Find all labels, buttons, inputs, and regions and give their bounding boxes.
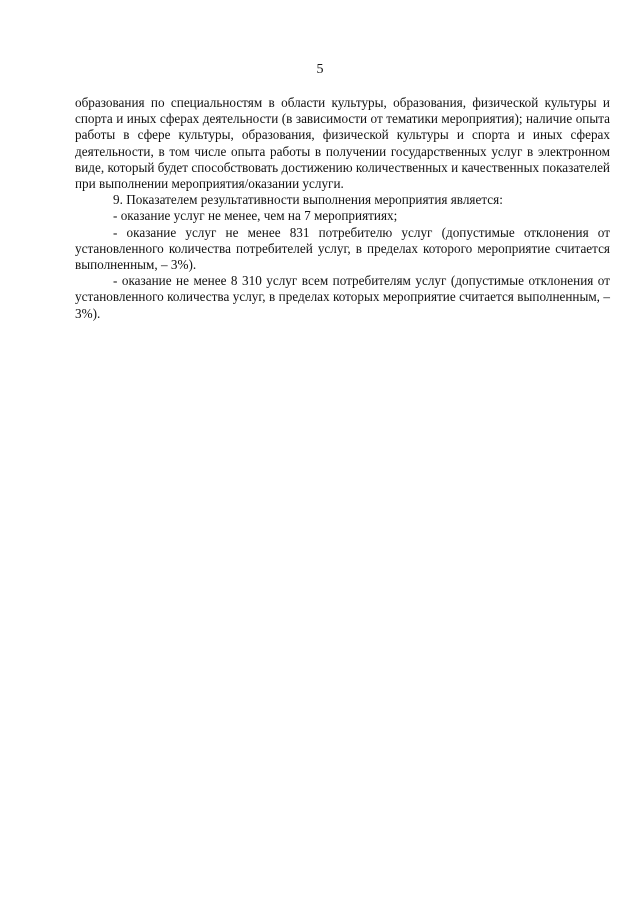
paragraph-indicator-services: - оказание не менее 8 310 услуг всем потребителям услуг (допустимые отклонения от установленного количества услуг, в пределах которых мероприятие считается выполненным, – 3%). [75,273,610,321]
page-number: 5 [316,62,324,77]
paragraph-indicator-events: - оказание услуг не менее, чем на 7 мероприятиях; [113,208,398,224]
document-body [75,95,610,322]
paragraph-performance-indicator-heading: 9. Показателем результативности выполнения мероприятия является: [113,192,503,208]
paragraph-indicator-consumers: - оказание услуг не менее 831 потребителю услуг (допустимые отклонения от установленного количества потребителей услуг, в пределах которого мероприятие считается выполненным, – 3%). [75,224,610,273]
paragraph-qualification-continuation: образования по специальностям в области культуры, образования, физической культуры и спорта и иных сферах деятельности (в зависимости от тематики мероприятия); наличие опыта работы в сфере культуры, образования, физической культуры и спорта и иных сферах деятельности, в том числе опыта работы в получении государственных услуг в электронном виде, который будет способствовать достижению количественных и качественных показателей при выполнении мероприятия/оказании услуги. [75,95,610,192]
